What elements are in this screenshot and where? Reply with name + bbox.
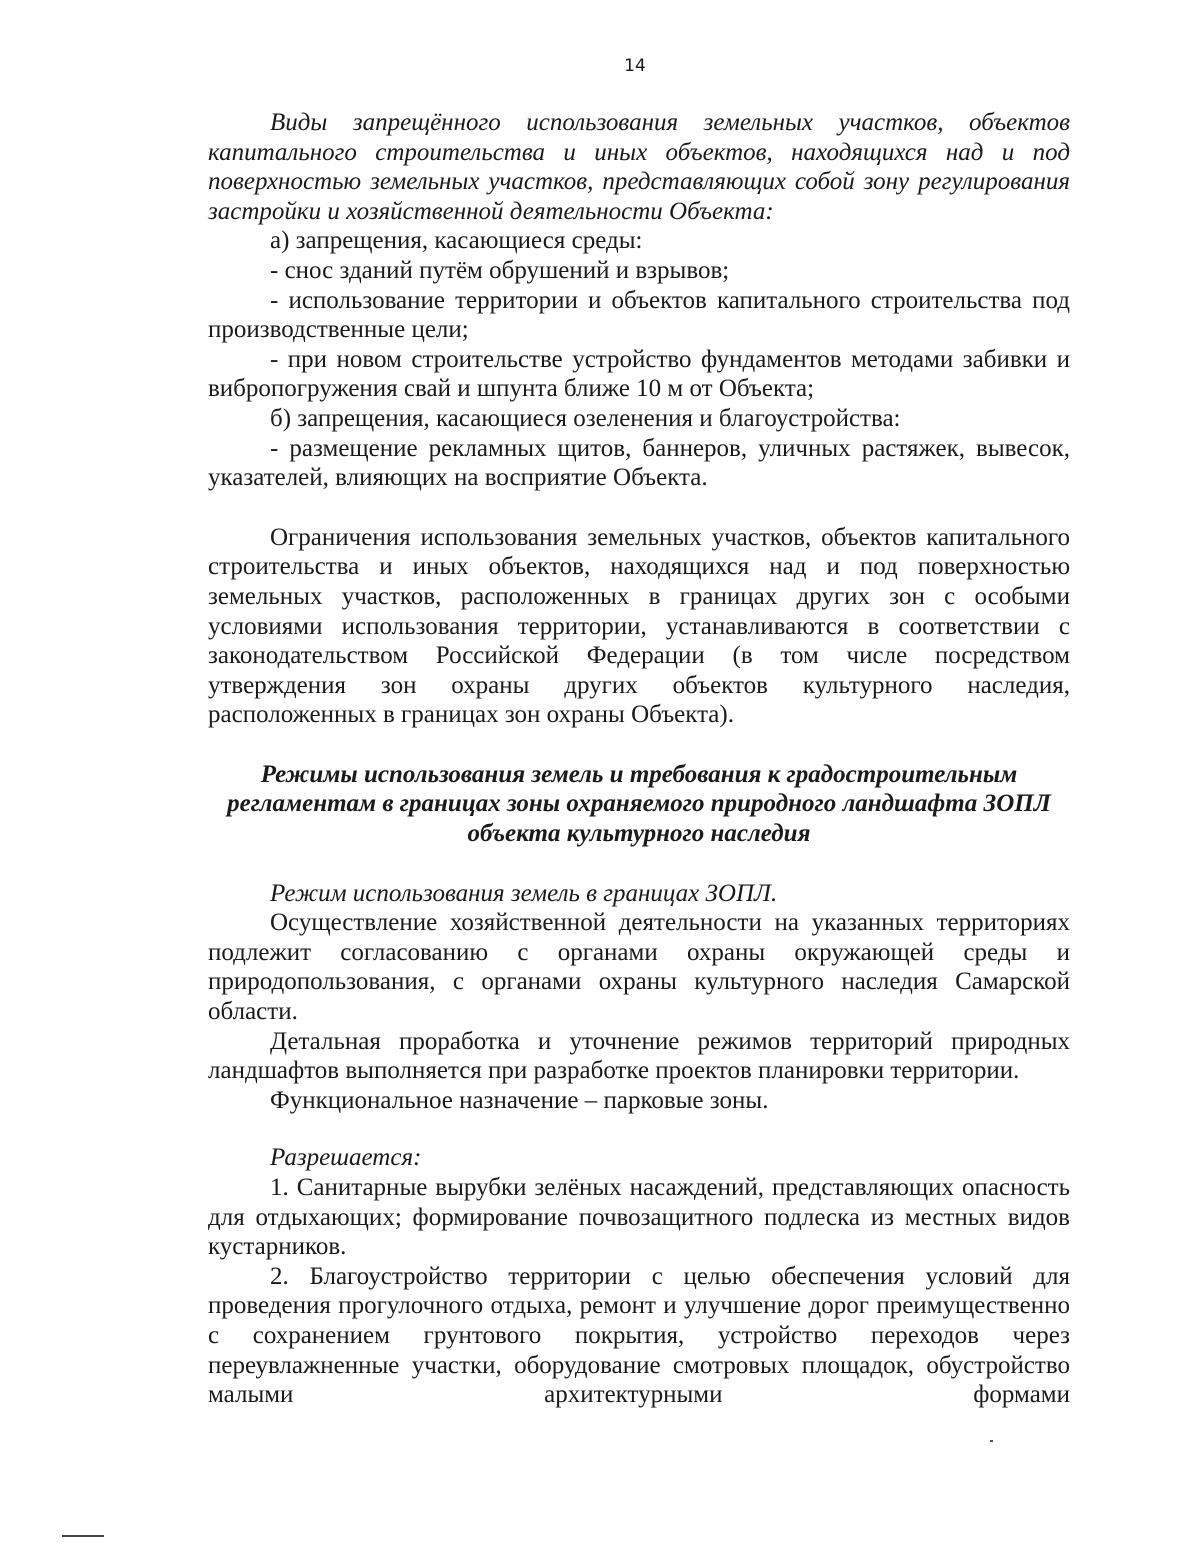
allowed-item-1: 1. Санитарные вырубки зелёных насаждений, представляющих опасность для отдыхающих; формирование почвозащитного подлеска из местных видов кустарников. bbox=[208, 1174, 1070, 1261]
allowed-label: Разрешается: bbox=[270, 1144, 422, 1172]
allowed-item-2: 2. Благоустройство территории с целью обеспечения условий для проведения прогулочного отдыха, ремонт и улучшение дорог преимущественно с сохранением грунтового покрытия, устройство переходов через переувлажненные участки, оборудование смотровых площадок, обустройство малыми архитектурными формами bbox=[208, 1262, 1070, 1409]
list-item-b: б) запрещения, касающиеся озеленения и благоустройства: bbox=[270, 404, 901, 432]
spacer bbox=[208, 1115, 1070, 1143]
document-body bbox=[208, 108, 1070, 1410]
scan-artifact bbox=[62, 1535, 104, 1537]
scan-artifact bbox=[990, 1440, 993, 1442]
list-item-a1: - снос зданий путём обрушений и взрывов; bbox=[270, 256, 730, 284]
section-heading: Режимы использования земель и требования к градостроительным регламентам в границах зоны охраняемого природного ландшафта ЗОПЛ объекта культурного наследия bbox=[227, 760, 1051, 848]
list-item-b1: - размещение рекламных щитов, баннеров, уличных растяжек, вывесок, указателей, влияющих на восприятие Объекта. bbox=[208, 434, 1070, 492]
list-item-a: а) запрещения, касающиеся среды: bbox=[270, 227, 643, 255]
section-prohibited-title: Виды запрещённого использования земельных участков, объектов капитального строительства и иных объектов, находящихся над и под поверхностью земельных участков, представляющих собой зону регулирования застройки и хозяйственной деятельности Объекта: bbox=[208, 109, 1070, 225]
list-item-a2: - использование территории и объектов капитального строительства под производственные цели; bbox=[208, 286, 1070, 344]
paragraph-detail: Детальная проработка и уточнение режимов территорий природных ландшафтов выполняется при разработке проектов планировки территории. bbox=[208, 1027, 1070, 1085]
spacer bbox=[208, 493, 1070, 523]
page-number: 14 bbox=[624, 56, 646, 76]
restrictions-paragraph: Ограничения использования земельных участков, объектов капитального строительства и иных объектов, находящихся над и под поверхностью земельных участков, расположенных в границах других зон с особыми условиями использования территории, устанавливаются в соответствии с законодательством Российской Федерации (в том числе посредством утверждения зон охраны других объектов культурного наследия, расположенных в границах зон охраны Объекта). bbox=[208, 523, 1070, 729]
spacer bbox=[208, 849, 1070, 879]
list-item-a3: - при новом строительстве устройство фундаментов методами забивки и вибропогружения свай и шпунта ближе 10 м от Объекта; bbox=[208, 345, 1070, 403]
paragraph-activity: Осуществление хозяйственной деятельности на указанных территориях подлежит согласованию с органами охраны окружающей среды и природопользования, с органами охраны культурного наследия Самарской области. bbox=[208, 909, 1070, 1026]
paragraph-function: Функциональное назначение – парковые зоны. bbox=[270, 1086, 769, 1114]
spacer bbox=[208, 730, 1070, 760]
subheading-regime: Режим использования земель в границах ЗОПЛ. bbox=[270, 879, 778, 907]
